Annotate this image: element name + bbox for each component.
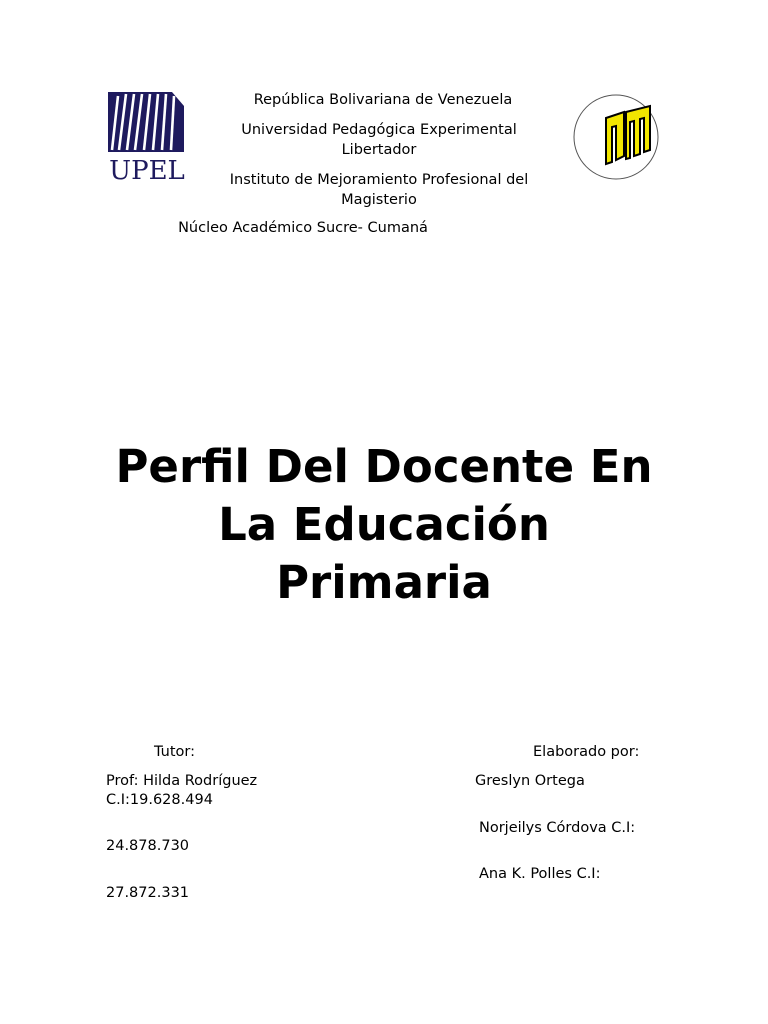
header-institute-line2: Magisterio (341, 192, 417, 208)
header-university-line1: Universidad Pedagógica Experimental (241, 122, 517, 138)
header-nucleus: Núcleo Académico Sucre- Cumaná (178, 220, 428, 236)
header-institute-line1: Instituto de Mejoramiento Profesional del (229, 172, 529, 188)
tutor-label: Tutor: (154, 744, 195, 760)
id-number-2: 27.872.331 (106, 885, 190, 901)
authors-label: Elaborado por: (533, 744, 640, 760)
upel-logo-text: UPEL (109, 156, 185, 186)
impm-emblem-icon (572, 92, 660, 182)
tutor-ci: C.I:19.628.494 (106, 792, 213, 808)
title-line-3: Primaria (276, 556, 492, 609)
upel-emblem-icon (106, 92, 188, 156)
id-number-1: 24.878.730 (106, 838, 190, 854)
author-3: Ana K. Polles C.I: (479, 866, 601, 882)
author-1: Greslyn Ortega (475, 773, 585, 789)
header-university-line2: Libertador (341, 142, 417, 158)
impm-logo (572, 92, 660, 182)
document-title (80, 438, 688, 612)
header-country: República Bolivariana de Venezuela (253, 92, 513, 108)
author-2: Norjeilys Córdova C.I: (479, 820, 636, 836)
tutor-name: Prof: Hilda Rodríguez (106, 773, 258, 789)
title-line-1: Perfil Del Docente En (115, 440, 653, 493)
title-line-2: La Educación (218, 498, 550, 551)
